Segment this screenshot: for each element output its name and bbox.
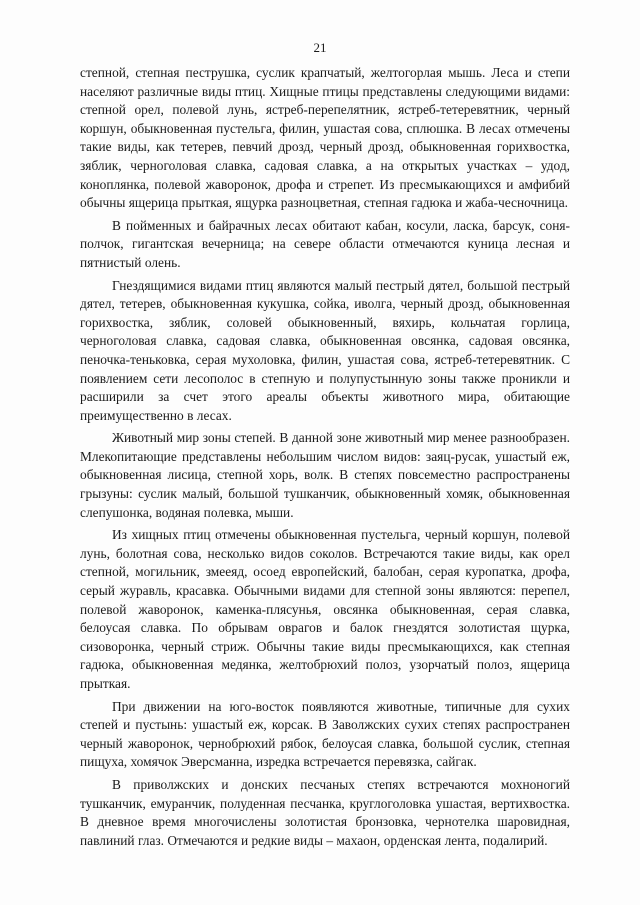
paragraph: В приволжских и донских песчаных степях встречаются мохноногий тушканчик, емуранчик, полуденная песчанка, круглоголовка ушастая, вертихвостка. В дневное время многочислены золотистая бронзовка, чернотелка шаровидная, павлиний глаз. Отмечаются и редкие виды – махаон, орденская лента, подалирий. xyxy=(80,776,570,848)
paragraph: Гнездящимися видами птиц являются малый пестрый дятел, большой пестрый дятел, тетерев, обыкновенная кукушка, сойка, иволга, черный дрозд, обыкновенная горихвостка, зяблик, соловей обыкновенный, вяхирь, кольчатая горлица, черноголовая славка, садовая славка, обыкновенная овсянка, садовая овсянка, пеночка-теньковка, серая мухоловка, филин, ушастая сова, ястреб-тетеревятник. С появлением сети лесополос в степную и полупустынную зоны также проникли и расширили за счет этого ареалы объекты животного мира, обитающие преимущественно в лесах. xyxy=(80,277,570,423)
paragraph: Из хищных птиц отмечены обыкновенная пустельга, черный коршун, полевой лунь, болотная сова, несколько видов соколов. Встречаются такие виды, как орел степной, могильник, змееяд, осоед европейский, балобан, серая куропатка, дрофа, серый журавль, красавка. Обычными видами для степной зоны являются: перепел, полевой жаворонок, каменка-плясунья, овсянка обыкновенная, серая славка, белоусая славка. По обрывам оврагов и балок гнездятся золотистая щурка, сизоворонка, черный стриж. Обычны такие виды пресмыкающихся, как степная гадюка, обыкновенная медянка, желтобрюхий полоз, узорчатый полоз, ящерица прыткая. xyxy=(80,527,570,691)
paragraph: В пойменных и байрачных лесах обитают кабан, косули, ласка, барсук, соня-полчок, гигантская вечерница; на севере области отмечаются куница лесная и пятнистый олень. xyxy=(80,217,570,270)
body-text xyxy=(80,64,570,854)
paragraph: степной, степная пеструшка, суслик крапчатый, желтогорлая мышь. Леса и степи населяют различные виды птиц. Хищные птицы представлены следующими видами: степной орел, полевой лунь, ястреб-перепелятник, ястреб-тетеревятник, черный коршун, обыкновенная пустельга, филин, ушастая сова, сплюшка. В лесах отмечены такие виды, как тетерев, певчий дрозд, черный дрозд, обыкновенная горихвостка, зяблик, черноголовая славка, садовая славка, а на открытых участках – удод, коноплянка, полевой жаворонок, дрофа и стрепет. Из пресмыкающихся и амфибий обычны ящерица прыткая, ящурка разноцветная, степная гадюка и жаба-чесночница. xyxy=(80,65,570,211)
paragraph: При движении на юго-восток появляются животные, типичные для сухих степей и пустынь: ушастый еж, корсак. В Заволжских сухих степях распространен черный жаворонок, чернобрюхий рябок, белоусая славка, большой суслик, степная пищуха, хомячок Эверсманна, изредка встречается перевязка, сайгак. xyxy=(80,698,570,770)
page-number: 21 xyxy=(313,40,327,55)
paragraph: Животный мир зоны степей. В данной зоне животный мир менее разнообразен. Млекопитающие представлены небольшим числом видов: заяц-русак, ушастый еж, обыкновенная лисица, степной хорь, волк. В степях повсеместно распространены грызуны: суслик малый, большой тушканчик, обыкновенный хомяк, обыкновенная слепушонка, водяная полевка, мыши. xyxy=(80,430,570,520)
